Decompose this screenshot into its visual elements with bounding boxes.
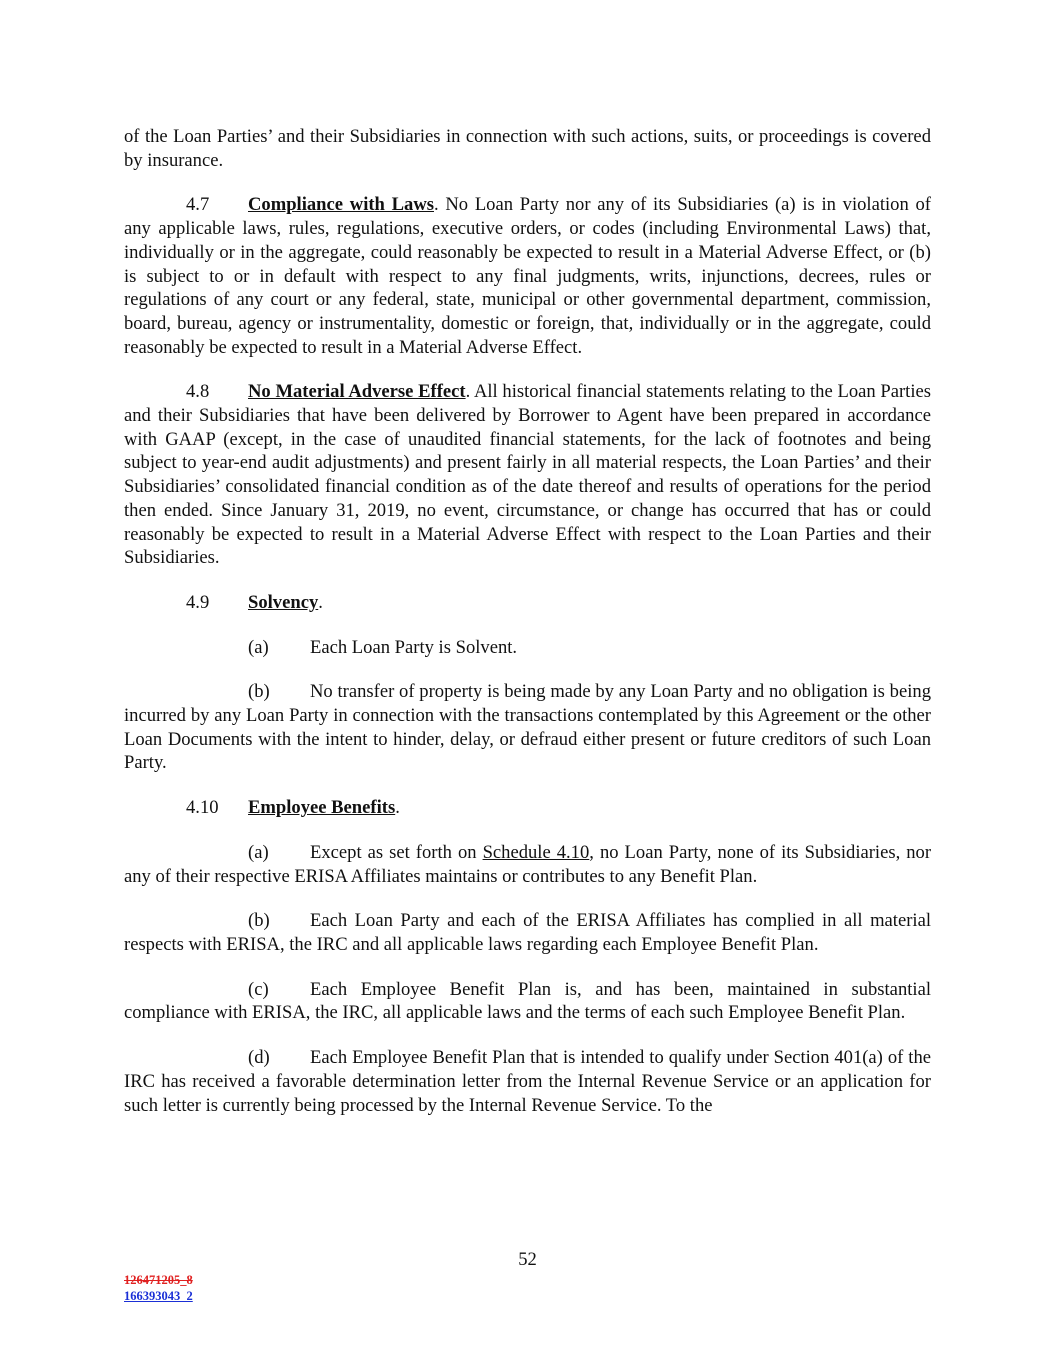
clause-label: (a): [248, 841, 269, 863]
clause-text: Each Loan Party and each of the ERISA Affiliates has complied in all material respects with ERISA, the IRC and all applicable laws regarding each Employee Benefit Plan.: [124, 910, 931, 955]
section-heading: Compliance with Laws: [248, 194, 434, 216]
section-4-10: [124, 796, 931, 820]
section-4-10-a: [124, 841, 931, 888]
clause-text: No transfer of property is being made by any Loan Party and no obligation is being incurred by any Loan Party in connection with the transactions contemplated by this Agreement or the other Loan Documents with the intent to hinder, delay, or defraud either present or future creditors of such Loan Party.: [124, 681, 931, 774]
clause-label: (c): [248, 978, 269, 1000]
section-4-10-c: [124, 978, 931, 1025]
section-heading: Employee Benefits: [248, 797, 396, 819]
section-4-10-d: [124, 1046, 931, 1117]
document-id-inserted: 166393043_2: [124, 1289, 193, 1303]
section-4-7: [124, 193, 931, 359]
section-4-10-b: [124, 909, 931, 956]
section-text: . All historical financial statements relating to the Loan Parties and their Subsidiaries that have been delivered by Borrower to Agent have been prepared in accordance with GAAP (except, in the case of unaudited financial statements, for the lack of footnotes and being subject to year-end audit adjustments) and present fairly in all material respects, the Loan Parties’ and their Subsidiaries’ consolidated financial condition as of the date thereof and results of operations for the period then ended. Since January 31, 2019, no event, circumstance, or change has occurred that has or could reasonably be expected to result in a Material Adverse Effect with respect to the Loan Parties and their Subsidiaries.: [124, 381, 931, 569]
clause-label: (b): [248, 910, 270, 932]
section-text: . No Loan Party nor any of its Subsidiaries (a) is in violation of any applicable laws, rules, regulations, executive orders, or codes (including Environmental Laws) that, individually or in the aggregate, could reasonably be expected to result in a Material Adverse Effect, or (b) is subject to or in default with respect to any final judgments, writs, injunctions, decrees, rules or regulations of any court or any federal, state, municipal or other governmental department, commission, board, bureau, agency or instrumentality, domestic or foreign, that, individually or in the aggregate, could reasonably be expected to result in a Material Adverse Effect.: [124, 194, 931, 358]
clause-text-pre: Except as set forth on: [310, 841, 483, 863]
paragraph-continuation: [124, 125, 931, 172]
document-id-deleted: 126471205_8: [124, 1273, 193, 1287]
page-number: 52: [518, 1249, 537, 1270]
paragraph-text: of the Loan Parties’ and their Subsidiaries in connection with such actions, suits, or proceedings is covered by insurance.: [124, 126, 931, 171]
document-body: [124, 125, 931, 1138]
clause-label: (d): [248, 1047, 270, 1069]
clause-text: Each Loan Party is Solvent.: [310, 636, 518, 658]
section-4-8: [124, 380, 931, 570]
section-number: 4.10: [186, 797, 219, 819]
clause-label: (a): [248, 636, 269, 658]
section-suffix: .: [318, 591, 323, 613]
section-heading: Solvency: [248, 591, 319, 613]
section-suffix: .: [395, 797, 400, 819]
section-4-9: [124, 591, 931, 615]
clause-text: Each Employee Benefit Plan is, and has been, maintained in substantial compliance with ERISA, the IRC, all applicable laws and the terms of each such Employee Benefit Plan.: [124, 978, 931, 1024]
section-4-9-a: [124, 636, 931, 660]
clause-text-post: , no Loan Party, none of its Subsidiaries, nor any of their respective ERISA Affiliates maintains or contributes to any Benefit Plan.: [124, 841, 932, 887]
section-4-9-b: [124, 680, 931, 775]
section-number: 4.9: [186, 591, 210, 613]
clause-label: (b): [248, 681, 270, 703]
section-number: 4.7: [186, 194, 210, 216]
clause-text: Each Employee Benefit Plan that is intended to qualify under Section 401(a) of the IRC has received a favorable determination letter from the Internal Revenue Service or an application for such letter is currently being processed by the Internal Revenue Service. To the: [124, 1047, 931, 1116]
section-number: 4.8: [186, 381, 210, 403]
section-heading: No Material Adverse Effect: [248, 381, 466, 403]
schedule-reference: Schedule 4.10: [482, 841, 590, 863]
